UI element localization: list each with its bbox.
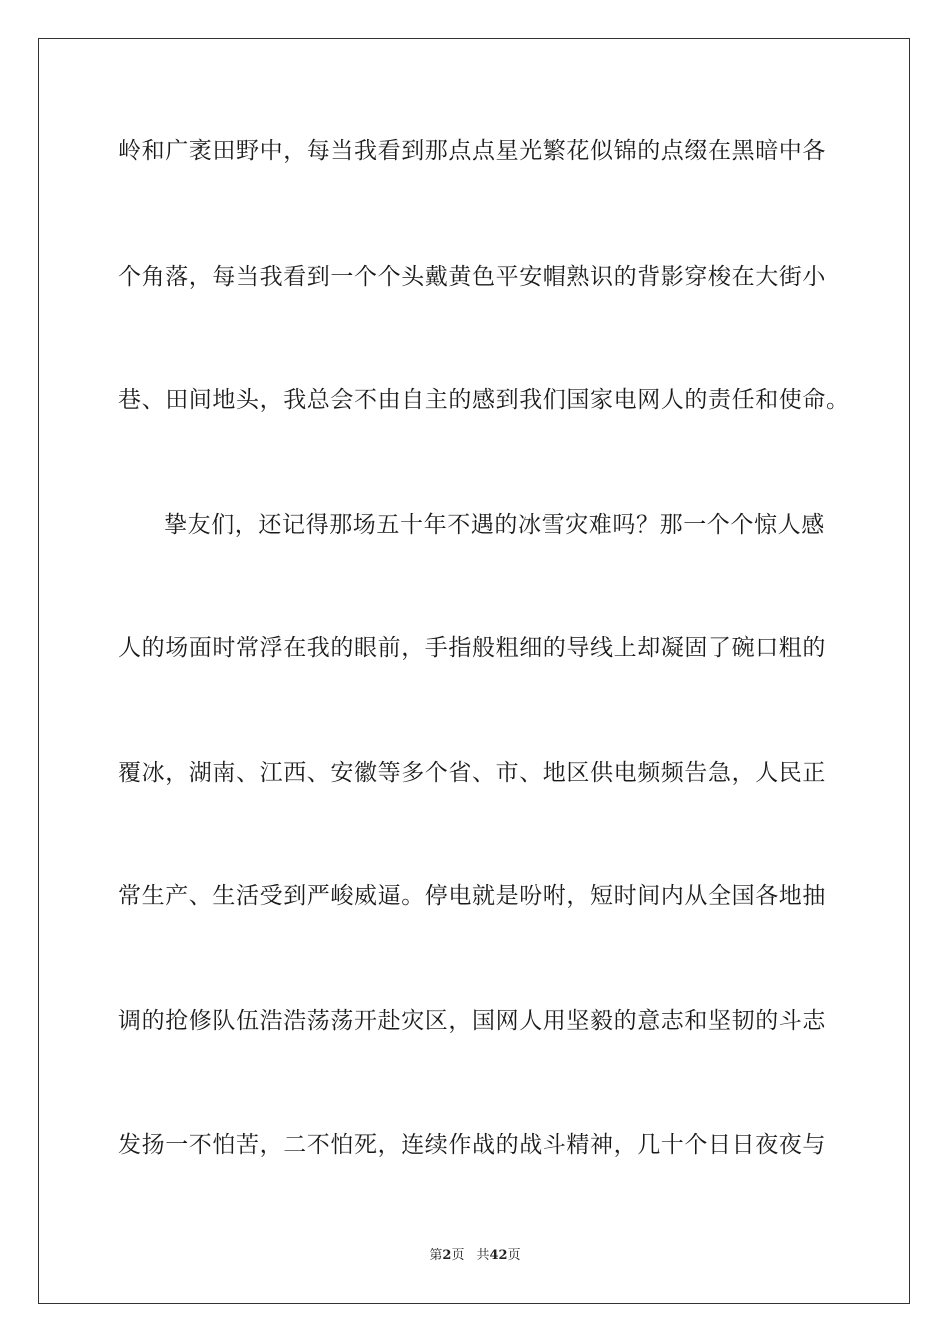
text-line-4-paragraph-start: 挚友们，还记得那场五十年不遇的冰雪灾难吗？那一个个惊人感 — [164, 512, 825, 538]
text-line-9: 发扬一不怕苦，二不怕死，连续作战的战斗精神，几十个日日夜夜与 — [118, 1132, 826, 1158]
text-line-8: 调的抢修队伍浩浩荡荡开赴灾区，国网人用坚毅的意志和坚韧的斗志 — [118, 1008, 826, 1034]
total-pages-number: 42 — [489, 1248, 508, 1263]
text-line-2: 个角落，每当我看到一个个头戴黄色平安帽熟识的背影穿梭在大街小 — [118, 264, 826, 290]
text-line-7: 常生产、生活受到严峻威逼。停电就是吩咐，短时间内从全国各地抽 — [118, 883, 826, 909]
text-line-3: 巷、田间地头，我总会不由自主的感到我们国家电网人的责任和使命。 — [118, 387, 850, 413]
page-border — [38, 38, 910, 1304]
page-label-prefix: 第 — [429, 1248, 443, 1263]
total-label-suffix: 页 — [507, 1248, 521, 1263]
text-line-1: 岭和广袤田野中，每当我看到那点点星光繁花似锦的点缀在黑暗中各 — [118, 138, 826, 164]
current-page-number: 2 — [442, 1248, 452, 1263]
total-label-prefix: 共 — [476, 1248, 490, 1263]
text-line-5: 人的场面时常浮在我的眼前，手指般粗细的导线上却凝固了碗口粗的 — [118, 635, 826, 661]
text-line-6: 覆冰，湖南、江西、安徽等多个省、市、地区供电频频告急，人民正 — [118, 760, 826, 786]
page-footer — [0, 1247, 950, 1265]
page-label-suffix: 页 — [451, 1248, 465, 1263]
